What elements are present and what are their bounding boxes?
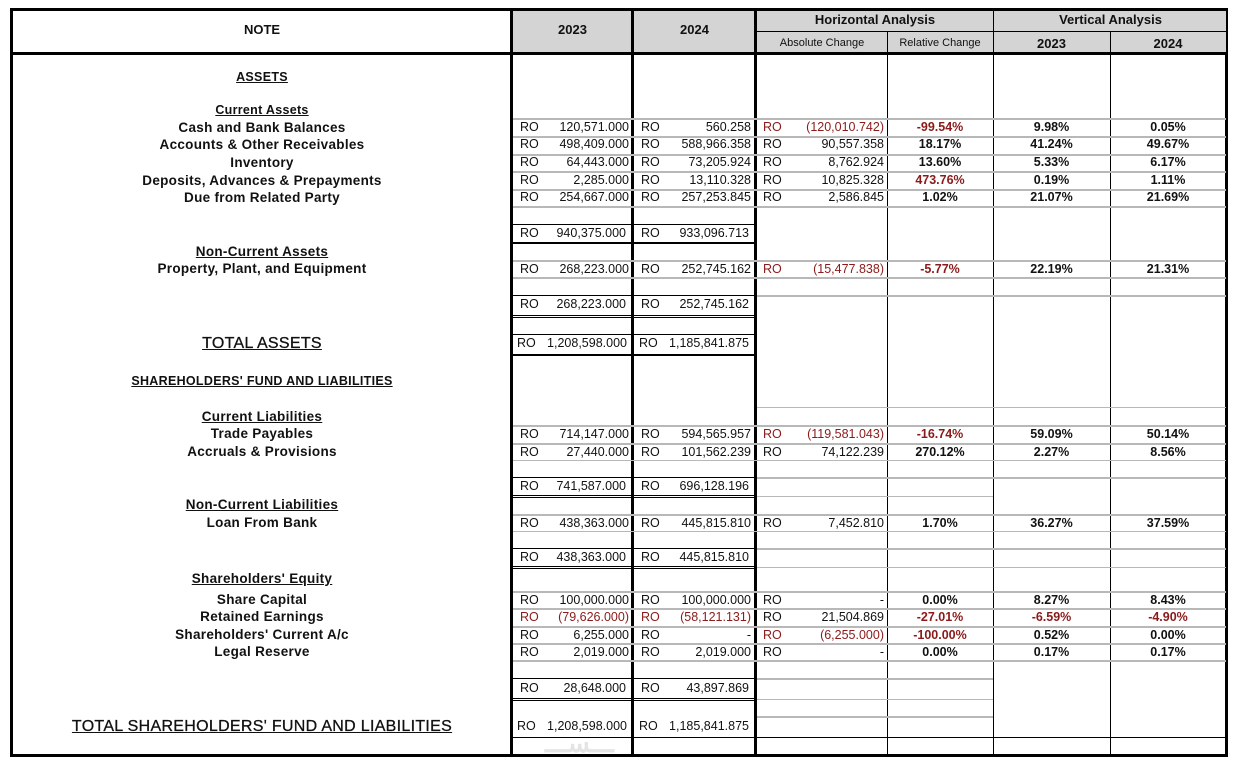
currency-label: RO: [763, 120, 782, 134]
relative-change: -5.77%: [920, 262, 960, 276]
value-2024: 2,019.000: [695, 645, 751, 659]
currency-label: RO: [641, 427, 660, 441]
row-label: Trade Payables: [210, 426, 314, 441]
currency-label: RO: [641, 190, 660, 204]
row-label: Loan From Bank: [206, 515, 318, 530]
currency-label: RO: [520, 173, 539, 187]
currency-label: RO: [763, 516, 782, 530]
currency-label: RO: [641, 479, 660, 493]
vertical-2023: 21.07%: [1030, 190, 1073, 204]
subtotal-2023: 940,375.000: [556, 226, 626, 240]
subtotal-line: [513, 317, 754, 318]
row-label: Shareholders' Current A/c: [175, 627, 349, 642]
subtotal-2023: 438,363.000: [556, 550, 626, 564]
currency-label: RO: [763, 262, 782, 276]
currency-label: RO: [763, 173, 782, 187]
vertical-2023: 8.27%: [1033, 593, 1070, 607]
currency-label: RO: [520, 628, 539, 642]
vertical-2023: -6.59%: [1031, 610, 1072, 624]
value-2024: 252,745.162: [681, 262, 751, 276]
vertical-2024: 21.31%: [1146, 262, 1190, 276]
subtotal-line: [513, 315, 754, 316]
row-label: Deposits, Advances & Prepayments: [142, 173, 382, 188]
value-2023: 498,409.000: [559, 137, 629, 151]
header-note: NOTE: [243, 22, 281, 37]
relative-change: -16.74%: [916, 427, 964, 441]
absolute-change: 8,762.924: [828, 155, 884, 169]
row-label: Inventory: [230, 155, 294, 170]
currency-label: RO: [763, 445, 782, 459]
header-relative-change: Relative Change: [899, 37, 981, 49]
header-2023: 2023: [558, 22, 587, 37]
relative-change: 18.17%: [918, 137, 962, 151]
section-assets: ASSETS: [236, 70, 288, 84]
value-2023: 64,443.000: [566, 155, 629, 169]
section-non-current-liabilities: Non-Current Liabilities: [185, 497, 339, 512]
currency-label: RO: [641, 155, 660, 169]
gridline: [757, 496, 993, 497]
section-current-liabilities: Current Liabilities: [201, 409, 323, 424]
currency-label: RO: [763, 645, 782, 659]
currency-label: RO: [520, 262, 539, 276]
vertical-2023: 0.19%: [1033, 173, 1070, 187]
relative-change: 0.00%: [922, 645, 958, 659]
vertical-2024: 37.59%: [1146, 516, 1190, 530]
value-2024: (58,121.131): [680, 610, 751, 624]
gridline: [513, 660, 1226, 662]
section-shareholders-fund-liabilities: SHAREHOLDERS' FUND AND LIABILITIES: [131, 374, 393, 388]
subtotal-line: [513, 224, 754, 225]
row-label: Share Capital: [216, 592, 308, 607]
relative-change: -27.01%: [916, 610, 964, 624]
absolute-change: -: [879, 593, 884, 607]
vertical-2024: 6.17%: [1150, 155, 1186, 169]
currency-label: RO: [641, 645, 660, 659]
header-vertical-2023: 2023: [1037, 36, 1066, 51]
currency-label: RO: [520, 645, 539, 659]
row-label: Due from Related Party: [184, 190, 340, 205]
currency-label: RO: [520, 226, 539, 240]
currency-label: RO: [639, 336, 658, 350]
subtotal-2023: 1,208,598.000: [547, 719, 627, 733]
value-2024: 73,205.924: [688, 155, 751, 169]
gridline: [757, 699, 993, 700]
gridline: [757, 567, 1226, 568]
value-2024: 588,966.358: [681, 137, 751, 151]
relative-change: -99.54%: [916, 120, 964, 134]
subtotal-line: [513, 495, 754, 496]
subtotal-line: [513, 566, 754, 567]
currency-label: RO: [520, 137, 539, 151]
vertical-2024: 50.14%: [1146, 427, 1190, 441]
gridline: [513, 277, 1226, 279]
vertical-2024: 0.05%: [1150, 120, 1186, 134]
value-2024: 445,815.810: [681, 516, 751, 530]
currency-label: RO: [641, 593, 660, 607]
vertical-2023: 0.17%: [1033, 645, 1070, 659]
subtotal-2024: 252,745.162: [679, 297, 749, 311]
vertical-2024: -4.90%: [1148, 610, 1188, 624]
gridline: [757, 477, 1226, 479]
subtotal-2023: 268,223.000: [556, 297, 626, 311]
row-label: Retained Earnings: [200, 609, 324, 624]
header-vertical-analysis: Vertical Analysis: [1059, 12, 1162, 27]
total-line: [513, 737, 1226, 738]
gridline: [513, 531, 1226, 532]
relative-change: 1.70%: [922, 516, 958, 530]
value-2023: 268,223.000: [559, 262, 629, 276]
watermark: ـــســـ: [545, 728, 614, 758]
value-2023: 100,000.000: [559, 593, 629, 607]
value-2024: 13,110.328: [689, 173, 751, 187]
header-absolute-change: Absolute Change: [779, 37, 865, 49]
relative-change: 0.00%: [922, 593, 958, 607]
absolute-change: (119,581.043): [807, 427, 884, 441]
subtotal-line: [513, 548, 754, 549]
vertical-2023: 5.33%: [1033, 155, 1070, 169]
value-2023: (79,626.000): [558, 610, 629, 624]
currency-label: RO: [520, 190, 539, 204]
vertical-2023: 22.19%: [1030, 262, 1073, 276]
currency-label: RO: [520, 445, 539, 459]
currency-label: RO: [520, 550, 539, 564]
vertical-2024: 0.17%: [1150, 645, 1186, 659]
vertical-2024: 8.56%: [1150, 445, 1186, 459]
value-2024: -: [746, 628, 751, 642]
header-horizontal-analysis: Horizontal Analysis: [814, 12, 936, 27]
total-line: [513, 354, 754, 356]
subtotal-2023: 1,208,598.000: [547, 336, 627, 350]
subtotal-line: [513, 497, 754, 498]
header-vertical-2024: 2024: [1153, 36, 1183, 51]
currency-label: RO: [517, 336, 536, 350]
header-sub-divider: [757, 31, 1226, 32]
subtotal-line: [513, 698, 754, 699]
absolute-change: 21,504.869: [821, 610, 884, 624]
relative-change: -100.00%: [913, 628, 967, 642]
value-2023: 438,363.000: [559, 516, 629, 530]
currency-label: RO: [520, 120, 539, 134]
absolute-change: 2,586.845: [828, 190, 884, 204]
currency-label: RO: [763, 427, 782, 441]
relative-change: 270.12%: [915, 445, 965, 459]
vertical-2023: 2.27%: [1033, 445, 1070, 459]
subtotal-line: [513, 242, 754, 244]
gridline: [757, 295, 1226, 297]
currency-label: RO: [641, 262, 660, 276]
absolute-change: (15,477.838): [813, 262, 884, 276]
gridline: [513, 460, 1226, 461]
absolute-change: 10,825.328: [821, 173, 884, 187]
subtotal-2024: 1,185,841.875: [669, 719, 749, 733]
total-shareholders-fund-liabilities-label: TOTAL SHAREHOLDERS' FUND AND LIABILITIES: [71, 718, 453, 735]
currency-label: RO: [763, 190, 782, 204]
section-current-assets: Current Assets: [215, 103, 309, 117]
currency-label: RO: [520, 155, 539, 169]
relative-change: 13.60%: [918, 155, 962, 169]
currency-label: RO: [520, 427, 539, 441]
subtotal-line: [513, 700, 754, 701]
row-label: Property, Plant, and Equipment: [157, 261, 367, 276]
gridline: [757, 548, 1226, 550]
currency-label: RO: [520, 593, 539, 607]
subtotal-2024: 445,815.810: [679, 550, 749, 564]
value-2024: 101,562.239: [681, 445, 751, 459]
vertical-2024: 8.43%: [1150, 593, 1186, 607]
subtotal-2023: 741,587.000: [556, 479, 626, 493]
row-label: Legal Reserve: [214, 644, 310, 659]
subtotal-line: [513, 334, 754, 335]
absolute-change: 74,122.239: [821, 445, 884, 459]
currency-label: RO: [641, 120, 660, 134]
row-label: Accruals & Provisions: [187, 444, 337, 459]
value-2023: 27,440.000: [566, 445, 629, 459]
currency-label: RO: [641, 628, 660, 642]
vertical-2023: 41.24%: [1030, 137, 1073, 151]
absolute-change: (6,255.000): [820, 628, 884, 642]
currency-label: RO: [517, 719, 536, 733]
value-2024: 100,000.000: [681, 593, 751, 607]
currency-label: RO: [763, 610, 782, 624]
gridline: [757, 407, 1226, 408]
gridline: [513, 206, 1226, 208]
currency-label: RO: [639, 719, 658, 733]
header-divider: [10, 52, 1228, 55]
vertical-2023: 36.27%: [1030, 516, 1073, 530]
value-2024: 594,565.957: [681, 427, 751, 441]
subtotal-2024: 43,897.869: [686, 681, 749, 695]
subtotal-line: [513, 678, 754, 679]
currency-label: RO: [763, 137, 782, 151]
currency-label: RO: [763, 593, 782, 607]
vertical-2024: 21.69%: [1146, 190, 1190, 204]
vertical-2024: 0.00%: [1150, 628, 1186, 642]
currency-label: RO: [763, 155, 782, 169]
currency-label: RO: [641, 516, 660, 530]
subtotal-2024: 933,096.713: [679, 226, 749, 240]
relative-change: 473.76%: [915, 173, 965, 187]
value-2024: 257,253.845: [681, 190, 751, 204]
value-2023: 6,255.000: [573, 628, 629, 642]
section-shareholders-equity: Shareholders' Equity: [191, 571, 333, 586]
value-2023: 254,667.000: [559, 190, 629, 204]
currency-label: RO: [641, 681, 660, 695]
subtotal-line: [513, 477, 754, 478]
currency-label: RO: [641, 173, 660, 187]
vertical-2024: 1.11%: [1150, 173, 1186, 187]
value-2024: 560.258: [705, 120, 751, 134]
currency-label: RO: [641, 226, 660, 240]
gridline: [757, 716, 993, 718]
absolute-change: 7,452.810: [828, 516, 884, 530]
row-label: Cash and Bank Balances: [178, 120, 346, 135]
currency-label: RO: [641, 137, 660, 151]
currency-label: RO: [520, 610, 539, 624]
section-non-current-assets: Non-Current Assets: [195, 244, 329, 259]
total-assets-label: TOTAL ASSETS: [202, 335, 322, 352]
subtotal-line: [513, 568, 754, 569]
vertical-2023: 0.52%: [1033, 628, 1070, 642]
vertical-2024: 49.67%: [1146, 137, 1190, 151]
subtotal-2023: 28,648.000: [563, 681, 626, 695]
value-2023: 2,285.000: [573, 173, 629, 187]
subtotal-line: [513, 295, 754, 296]
row-label: Accounts & Other Receivables: [159, 137, 365, 152]
currency-label: RO: [520, 297, 539, 311]
value-2023: 120,571.000: [559, 120, 629, 134]
currency-label: RO: [641, 445, 660, 459]
value-2023: 714,147.000: [559, 427, 629, 441]
currency-label: RO: [763, 628, 782, 642]
currency-label: RO: [520, 479, 539, 493]
relative-change: 1.02%: [922, 190, 958, 204]
header-2024: 2024: [680, 22, 709, 37]
absolute-change: (120,010.742): [806, 120, 884, 134]
currency-label: RO: [520, 516, 539, 530]
gridline: [757, 678, 993, 680]
subtotal-2024: 1,185,841.875: [669, 336, 749, 350]
subtotal-2024: 696,128.196: [679, 479, 749, 493]
currency-label: RO: [520, 681, 539, 695]
absolute-change: -: [879, 645, 884, 659]
vertical-2023: 59.09%: [1030, 427, 1073, 441]
currency-label: RO: [641, 610, 660, 624]
vertical-2023: 9.98%: [1033, 120, 1070, 134]
absolute-change: 90,557.358: [821, 137, 884, 151]
value-2023: 2,019.000: [573, 645, 629, 659]
currency-label: RO: [641, 550, 660, 564]
currency-label: RO: [641, 297, 660, 311]
